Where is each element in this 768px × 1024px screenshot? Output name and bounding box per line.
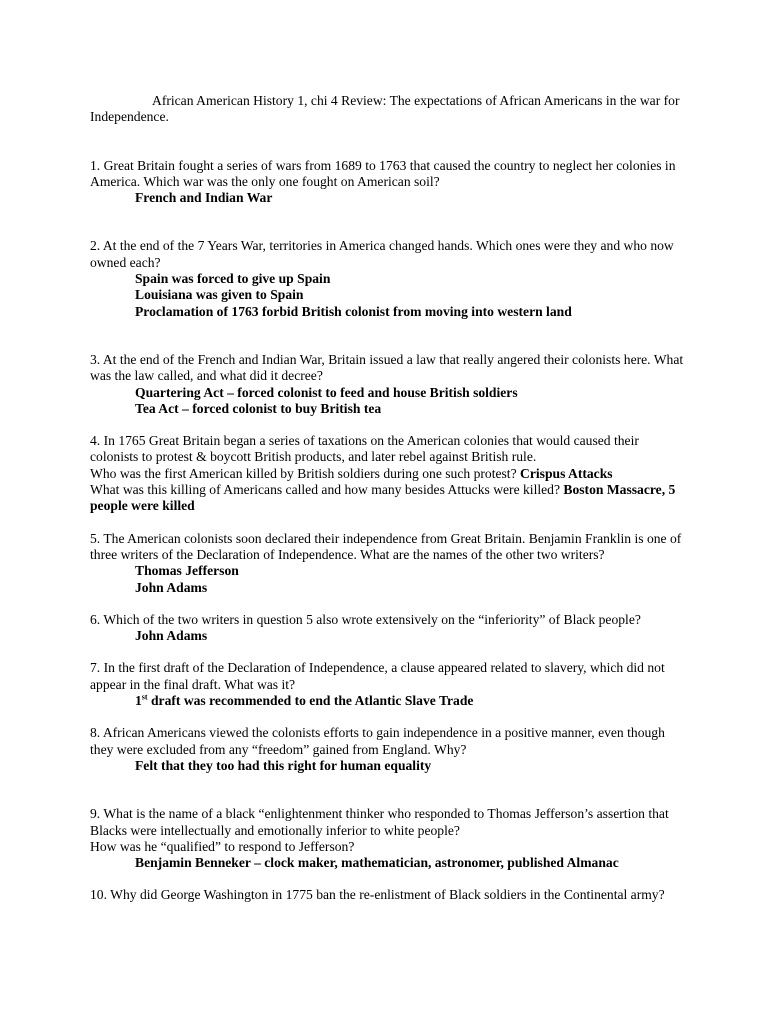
question-2-answer-1: Spain was forced to give up Spain (135, 271, 331, 287)
question-4-line-2 (90, 466, 690, 482)
question-3-answer-1: Quartering Act – forced colonist to feed and house British soldiers (135, 384, 518, 400)
question-6-text: 6. Which of the two writers in question 5 also wrote extensively on the “inferiority” of Black people? (90, 611, 641, 627)
question-9 (90, 806, 690, 871)
question-4-answer-2: Boston Massacre, 5 people were killed (90, 482, 676, 514)
worksheet-page (90, 93, 690, 904)
question-4 (90, 433, 690, 514)
page-title: African American History 1, chi 4 Review: The expectations of African Americans in the war for Independence. (90, 93, 680, 125)
question-9-subquestion: How was he “qualified” to respond to Jefferson? (90, 838, 355, 854)
question-8-text: 8. African Americans viewed the colonists efforts to gain independence in a positive manner, even though they were excluded from any “freedom” gained from England. Why? (90, 725, 665, 757)
question-4-subquestion-1: Who was the first American killed by British soldiers during one such protest? (90, 465, 517, 481)
question-1 (90, 158, 690, 207)
question-2-text: 2. At the end of the 7 Years War, territories in America changed hands. Which ones were they and who now owned each? (90, 238, 674, 270)
question-4-line-3 (90, 482, 690, 515)
question-1-text: 1. Great Britain fought a series of wars from 1689 to 1763 that caused the country to neglect her colonies in America. Which war was the only one fought on American soil? (90, 157, 676, 189)
question-6-answer: John Adams (135, 628, 208, 644)
question-7-answer-text: draft was recommended to end the Atlantic Slave Trade (147, 693, 474, 709)
question-3 (90, 352, 690, 417)
question-5 (90, 531, 690, 596)
question-4-subquestion-2: What was this killing of Americans called and how many besides Attucks were killed? (90, 482, 560, 498)
question-9-answer: Benjamin Benneker – clock maker, mathematician, astronomer, published Almanac (135, 855, 619, 871)
question-5-text: 5. The American colonists soon declared their independence from Great Britain. Benjamin Franklin is one of three writers of the Declaration of Independence. What are the names of the other two writers? (90, 530, 682, 562)
question-2 (90, 238, 690, 319)
question-7-text: 7. In the first draft of the Declaration of Independence, a clause appeared related to slavery, which did not appear in the final draft. What was it? (90, 660, 665, 692)
question-7-answer-number: 1 (135, 693, 142, 709)
question-3-text: 3. At the end of the French and Indian War, Britain issued a law that really angered their colonists here. What was the law called, and what did it decree? (90, 351, 684, 384)
question-2-answer-3: Proclamation of 1763 forbid British colonist from moving into western land (135, 303, 572, 319)
question-5-answer-2: John Adams (135, 579, 208, 595)
question-1-answer: French and Indian War (135, 190, 273, 206)
question-9-text: 9. What is the name of a black “enlightenment thinker who responded to Thomas Jefferson’s assertion that Blacks were intellectually and emotionally inferior to white people? (90, 806, 669, 838)
question-7 (90, 660, 690, 709)
question-8 (90, 725, 690, 774)
question-5-answer-1: Thomas Jefferson (135, 563, 239, 579)
question-7-answer (90, 693, 690, 709)
question-7-answer-ordinal: st (141, 692, 148, 702)
question-10-text: 10. Why did George Washington in 1775 ban the re-enlistment of Black soldiers in the Continental army? (90, 887, 665, 903)
question-3-answer-2: Tea Act – forced colonist to buy British tea (135, 400, 382, 416)
question-10 (90, 887, 690, 903)
question-4-text: 4. In 1765 Great Britain began a series of taxations on the American colonies that would caused their colonists to protest & boycott British products, and later rebel against British rule. (90, 433, 639, 465)
question-4-answer-1: Crispus Attacks (520, 465, 613, 481)
question-2-answer-2: Louisiana was given to Spain (135, 287, 304, 303)
question-8-answer: Felt that they too had this right for human equality (135, 757, 432, 773)
question-6 (90, 612, 690, 645)
